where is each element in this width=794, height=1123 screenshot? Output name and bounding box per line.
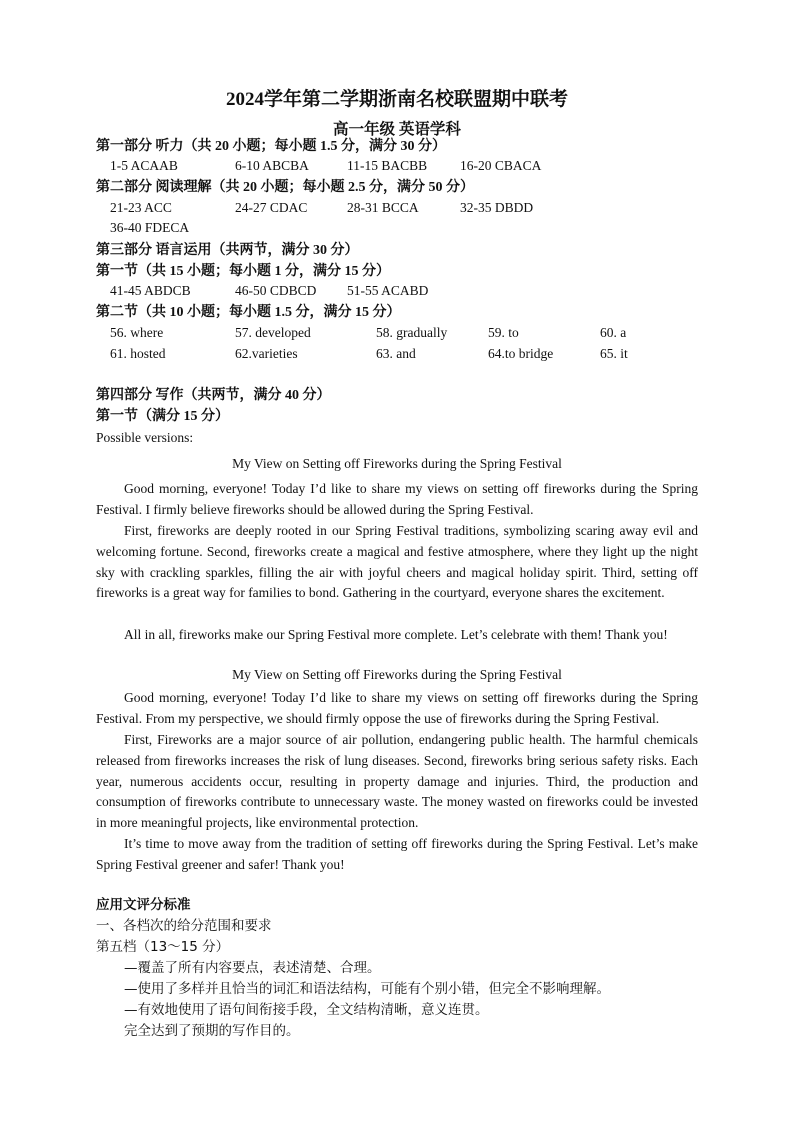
answer-item: 56. where <box>110 325 164 340</box>
answer-item: 62.varieties <box>235 346 298 361</box>
part3-section2-row1 <box>0 325 794 345</box>
answer-item: 58. gradually <box>376 325 448 340</box>
essay2-paragraph: It’s time to move away from the tradition of setting off fireworks during the Spring Festival. Let’s make Spring Festival greener and safer! Thank you! <box>96 836 698 872</box>
rubric-item: —覆盖了所有内容要点，表述清楚、合理。 <box>124 960 381 976</box>
essay1-paragraph: Good morning, everyone! Today I’d like to share my views on setting off fireworks during the Spring Festival. I firmly believe fireworks should be allowed during the Spring Festival. <box>96 481 698 517</box>
answer-item: 65. it <box>600 346 628 361</box>
essay2-paragraph: Good morning, everyone! Today I’d like to share my views on setting off fireworks during the Spring Festival. From my perspective, we should firmly oppose the use of fireworks during the Spring Festival. <box>96 690 698 726</box>
part3-section1-answers <box>0 283 794 303</box>
answer-group: 6-10 ABCBA <box>235 158 309 173</box>
rubric-item: —使用了多样并且恰当的词汇和语法结构，可能有个别小错，但完全不影响理解。 <box>124 981 610 997</box>
essay1-title: My View on Setting off Fireworks during the Spring Festival <box>232 456 562 471</box>
answer-item: 57. developed <box>235 325 311 340</box>
rubric-sub-heading: 一、各档次的给分范围和要求 <box>96 918 272 934</box>
answer-group: 16-20 CBACA <box>460 158 542 173</box>
answer-group: 28-31 BCCA <box>347 200 419 215</box>
rubric-item: 完全达到了预期的写作目的。 <box>124 1023 300 1039</box>
answer-item: 61. hosted <box>110 346 166 361</box>
essay2-paragraph: First, Fireworks are a major source of air pollution, endangering public health. The harmful chemicals released from fireworks increases the risk of lung diseases. Second, fireworks bring serious safety risks. Each year, numerous accidents occur, resulting in property damage and injuries. Third, the production and consumption of fireworks contribute to unnecessary waste. The money wasted on fireworks could be invested in more meaningful projects, like environmental protection. <box>96 732 698 831</box>
answer-group: 24-27 CDAC <box>235 200 308 215</box>
part2-heading: 第二部分 阅读理解（共 20 小题；每小题 2.5 分，满分 50 分） <box>96 180 474 195</box>
answer-group: 21-23 ACC <box>110 200 172 215</box>
answer-group: 41-45 ABDCB <box>110 283 191 298</box>
answer-group: 51-55 ACABD <box>347 283 429 298</box>
possible-versions-label: Possible versions: <box>96 430 194 445</box>
answer-group: 32-35 DBDD <box>460 200 534 215</box>
part1-heading: 第一部分 听力（共 20 小题；每小题 1.5 分，满分 30 分） <box>96 139 446 154</box>
part4-heading: 第四部分 写作（共两节，满分 40 分） <box>96 388 331 403</box>
answer-item: 64.to bridge <box>488 346 554 361</box>
page-subtitle: 高一年级 英语学科 <box>333 121 461 138</box>
essay2-title: My View on Setting off Fireworks during the Spring Festival <box>232 667 562 682</box>
essay1-paragraph: All in all, fireworks make our Spring Festival more complete. Let’s celebrate with them! Thank you! <box>124 627 668 642</box>
part2-answers-row2 <box>0 220 794 240</box>
answer-group: 36-40 FDECA <box>110 220 190 235</box>
part3-section1-heading: 第一节（共 15 小题；每小题 1 分，满分 15 分） <box>96 264 390 279</box>
rubric-tier-5: 第五档（13～15 分） <box>96 939 230 955</box>
answer-group: 46-50 CDBCD <box>235 283 317 298</box>
rubric-item: —有效地使用了语句间衔接手段，全文结构清晰，意义连贯。 <box>124 1002 489 1018</box>
answer-group: 1-5 ACAAB <box>110 158 178 173</box>
part1-answers <box>0 158 794 178</box>
answer-item: 60. a <box>600 325 627 340</box>
answer-item: 63. and <box>376 346 416 361</box>
part3-heading: 第三部分 语言运用（共两节，满分 30 分） <box>96 243 359 258</box>
part4-section1-heading: 第一节（满分 15 分） <box>96 409 229 424</box>
part3-section2-row2 <box>0 346 794 366</box>
rubric-heading: 应用文评分标准 <box>96 897 191 913</box>
essay1-paragraph: First, fireworks are deeply rooted in our Spring Festival traditions, symbolizing scaring away evil and welcoming fortune. Second, fireworks create a magical and festive atmosphere, where they light up the night sky with crackling sparkles, filling the air with joyful cheers and magical holiday spirit. Third, setting off fireworks is a great way for families to bond. Gathering in the courtyard, everyone shares the excitement. <box>96 523 698 601</box>
answer-group: 11-15 BACBB <box>347 158 428 173</box>
page-title: 2024学年第二学期浙南名校联盟期中联考 <box>225 89 568 110</box>
answer-item: 59. to <box>488 325 519 340</box>
part3-section2-heading: 第二节（共 10 小题；每小题 1.5 分，满分 15 分） <box>96 305 401 320</box>
part2-answers-row1 <box>0 200 794 220</box>
